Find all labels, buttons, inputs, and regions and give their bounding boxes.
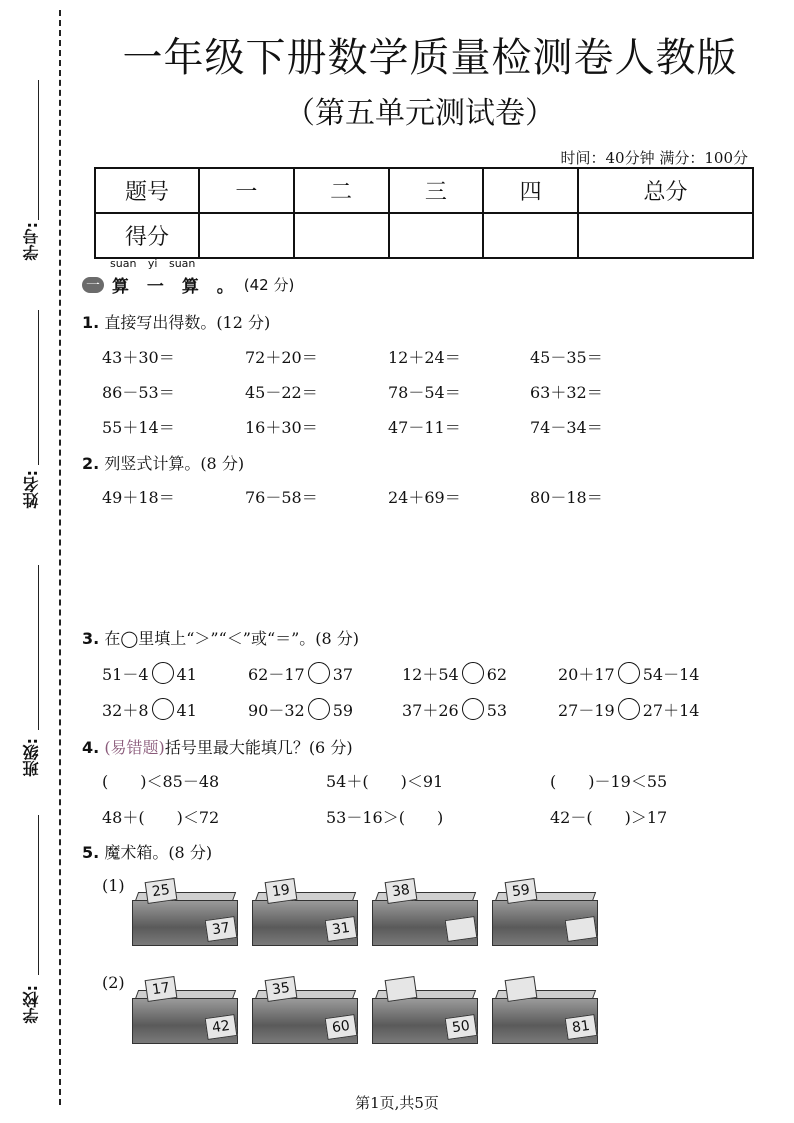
q1-item: 16＋30＝ (245, 418, 318, 437)
q2-item: 49＋18＝ (102, 488, 175, 507)
section-score: (42 分) (243, 276, 295, 294)
input-card: 25 (145, 878, 178, 904)
question-number: 5. (82, 843, 100, 862)
q3-item (402, 662, 507, 685)
q1-item: 78－54＝ (388, 383, 461, 402)
magic-box (372, 881, 478, 946)
q4-item: 42－( )＞17 (550, 808, 668, 827)
score-table-score-row (95, 213, 753, 258)
q3-left: 32＋8 (102, 701, 149, 720)
input-card[interactable] (385, 976, 418, 1002)
output-card[interactable]: 31 (325, 916, 358, 942)
header-total: 总分 (578, 168, 753, 213)
q3-right: 41 (176, 701, 197, 720)
score-cell-total[interactable] (578, 213, 753, 258)
input-card[interactable]: 17 (145, 976, 178, 1002)
q3-item (102, 698, 197, 721)
q3-item (558, 698, 699, 721)
q3-left: 90－32 (248, 701, 305, 720)
question-text: 在◯里填上“＞”“＜”或“＝”。(8 分) (104, 629, 360, 648)
page-subtitle: （第五单元测试卷） (285, 96, 555, 131)
q4-item: 48＋( )＜72 (102, 808, 220, 827)
score-cell-3[interactable] (389, 213, 484, 258)
input-card: 59 (505, 878, 538, 904)
q3-left: 37＋26 (402, 701, 459, 720)
class-line (38, 565, 39, 730)
compare-circle[interactable] (462, 662, 484, 684)
output-card: 42 (205, 1014, 238, 1040)
q3-left: 12＋54 (402, 665, 459, 684)
q3-right: 54－14 (642, 665, 700, 684)
score-row-label: 得分 (95, 213, 199, 258)
q3-right: 41 (176, 665, 197, 684)
header-part-2: 二 (294, 168, 389, 213)
q3-right: 62 (486, 665, 508, 684)
magic-box (132, 881, 238, 946)
input-card[interactable] (505, 976, 538, 1002)
magic-box (252, 979, 358, 1044)
input-card: 38 (385, 878, 418, 904)
q3-item (248, 698, 353, 721)
q1-item: 72＋20＝ (245, 348, 318, 367)
magic-box (132, 979, 238, 1044)
name-line (38, 310, 39, 465)
magic-box (252, 881, 358, 946)
student-no-label: 学号: (22, 222, 41, 261)
compare-circle[interactable] (152, 662, 174, 684)
q3-item (248, 662, 353, 685)
student-no-line (38, 80, 39, 220)
q3-item (102, 662, 197, 685)
question-text: 列竖式计算。(8 分) (104, 454, 245, 473)
section-number-badge: 一 (82, 277, 104, 293)
q3-left: 20＋17 (558, 665, 615, 684)
header-part-1: 一 (199, 168, 294, 213)
compare-circle[interactable] (462, 698, 484, 720)
question-1-heading (82, 310, 270, 333)
q1-item: 45－22＝ (245, 383, 318, 402)
question-number: 1. (82, 313, 100, 332)
question-2-heading (82, 451, 244, 474)
question-text: 括号里最大能填几？(6 分) (164, 738, 353, 757)
q3-right: 37 (332, 665, 354, 684)
output-card[interactable] (565, 916, 598, 942)
output-card: 81 (565, 1014, 598, 1040)
section-title: 算 一 算 。 (112, 277, 240, 297)
q3-right: 53 (486, 701, 508, 720)
header-part-3: 三 (389, 168, 484, 213)
q1-item: 74－34＝ (530, 418, 603, 437)
output-card: 50 (445, 1014, 478, 1040)
q3-left: 62－17 (248, 665, 305, 684)
part-2-label: (2) (102, 973, 125, 992)
q4-item: 53－16＞( ) (326, 808, 444, 827)
score-cell-4[interactable] (483, 213, 578, 258)
input-card[interactable]: 35 (265, 976, 298, 1002)
question-5-heading (82, 840, 212, 863)
q1-item: 86－53＝ (102, 383, 175, 402)
question-number: 3. (82, 629, 100, 648)
q1-item: 63＋32＝ (530, 383, 603, 402)
q4-item: ( )－19＜55 (550, 772, 668, 791)
class-label: 班级: (22, 738, 41, 777)
compare-circle[interactable] (308, 662, 330, 684)
question-number: 4. (82, 738, 100, 757)
q4-item: 54＋( )＜91 (326, 772, 444, 791)
output-card: 60 (325, 1014, 358, 1040)
magic-box (492, 881, 598, 946)
score-table-header-row (95, 168, 753, 213)
q1-item: 47－11＝ (388, 418, 461, 437)
question-text: 魔术箱。(8 分) (104, 843, 213, 862)
part-1-label: (1) (102, 876, 125, 895)
q1-item: 12＋24＝ (388, 348, 461, 367)
page-title: 一年级下册数学质量检测卷人教版 (122, 35, 738, 81)
header-part-4: 四 (483, 168, 578, 213)
q3-right: 59 (332, 701, 354, 720)
magic-box (492, 984, 598, 1044)
compare-circle[interactable] (308, 698, 330, 720)
section-pinyin: suan yi suan (110, 257, 196, 270)
input-card: 19 (265, 878, 298, 904)
q3-item (402, 698, 507, 721)
question-4-heading (82, 735, 353, 758)
school-line (38, 815, 39, 975)
compare-circle[interactable] (618, 698, 640, 720)
output-card[interactable]: 37 (205, 916, 238, 942)
name-label: 姓名: (22, 470, 41, 509)
question-text: 直接写出得数。(12 分) (104, 313, 271, 332)
q4-item: ( )＜85－48 (102, 772, 220, 791)
error-prone-tag: (易错题) (104, 738, 165, 757)
output-card[interactable] (445, 916, 478, 942)
q3-left: 51－4 (102, 665, 149, 684)
q1-item: 45－35＝ (530, 348, 603, 367)
question-3-heading (82, 626, 359, 649)
score-cell-2[interactable] (294, 213, 389, 258)
question-number: 2. (82, 454, 100, 473)
header-question-no: 题号 (95, 168, 199, 213)
score-table (94, 167, 754, 259)
magic-box (372, 984, 478, 1044)
time-score-info: 时间：40分钟 满分：100分 (560, 149, 748, 167)
q1-item: 43＋30＝ (102, 348, 175, 367)
q3-right: 27＋14 (642, 701, 700, 720)
q2-item: 80－18＝ (530, 488, 603, 507)
compare-circle[interactable] (618, 662, 640, 684)
q2-item: 24＋69＝ (388, 488, 461, 507)
compare-circle[interactable] (152, 698, 174, 720)
page-footer: 第1页,共5页 (355, 1094, 439, 1112)
q1-item: 55＋14＝ (102, 418, 175, 437)
binding-dashed-line (59, 10, 61, 1105)
q2-item: 76－58＝ (245, 488, 318, 507)
q3-item (558, 662, 699, 685)
school-label: 学校: (22, 985, 41, 1024)
section-1-heading (82, 272, 294, 297)
score-cell-1[interactable] (199, 213, 294, 258)
q3-left: 27－19 (558, 701, 615, 720)
